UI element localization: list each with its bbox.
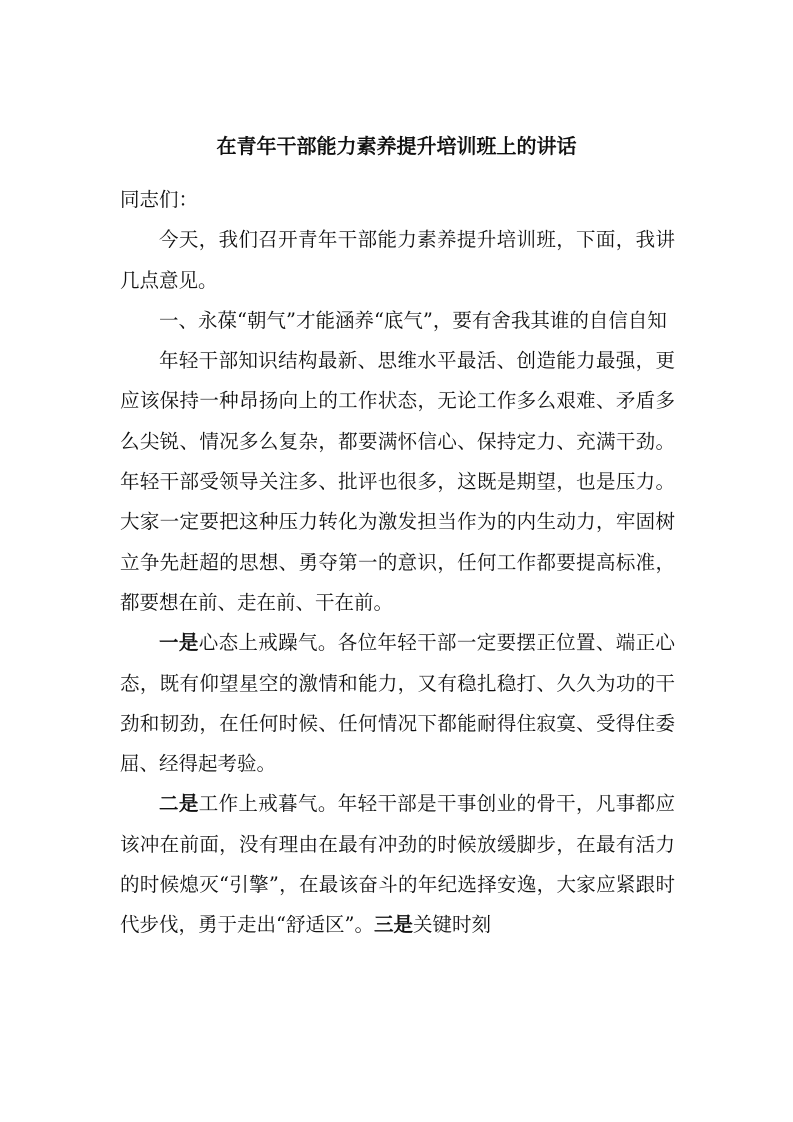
point-paragraph-1 [120,623,675,784]
point-label-1: 一是 [159,631,199,655]
body-paragraph-1: 年轻干部知识结构最新、思维水平最活、创造能力最强，更应该保持一种昂扬向上的工作状态，无论工作多么艰难、矛盾多么尖锐、情况多么复杂，都要满怀信心、保持定力、充满干劲。年轻干部受领导关注多、批评也很多，这既是期望，也是压力。大家一定要把这种压力转化为激发担当作为的内生动力，牢固树立争先赶超的思想、勇夺第一的意识，任何工作都要提高标准，都要想在前、走在前、干在前。 [120,349,675,614]
document-body [120,180,675,946]
point-label-3: 三是 [373,913,413,937]
intro-paragraph: 今天，我们召开青年干部能力素养提升培训班，下面，我讲几点意见。 [120,228,675,292]
point-paragraph-2 [120,784,675,945]
salutation: 同志们： [120,188,199,211]
point-text-2: 工作上戒暮气。年轻干部是干事创业的骨干，凡事都应该冲在前面，没有理由在最有冲劲的时候放缓脚步，在最有活力的时候熄灭“引擎”，在最该奋斗的年纪选择安逸，大家应紧跟时代步伐，勇于走出“舒适区”。 [120,792,675,937]
point-text-1: 心态上戒躁气。各位年轻干部一定要摆正位置、端正心态，既有仰望星空的激情和能力，又有稳扎稳打、久久为功的干劲和韧劲，在任何时候、任何情况下都能耐得住寂寞、受得住委屈、经得起考验。 [120,631,675,776]
section-heading-1: 一、永葆“朝气”才能涵养“底气”，要有舍我其谁的自信自知 [159,308,667,332]
point-label-2: 二是 [159,792,199,816]
point-text-3: 关键时刻 [412,913,491,937]
page-title: 在青年干部能力素养提升培训班上的讲话 [216,134,577,158]
